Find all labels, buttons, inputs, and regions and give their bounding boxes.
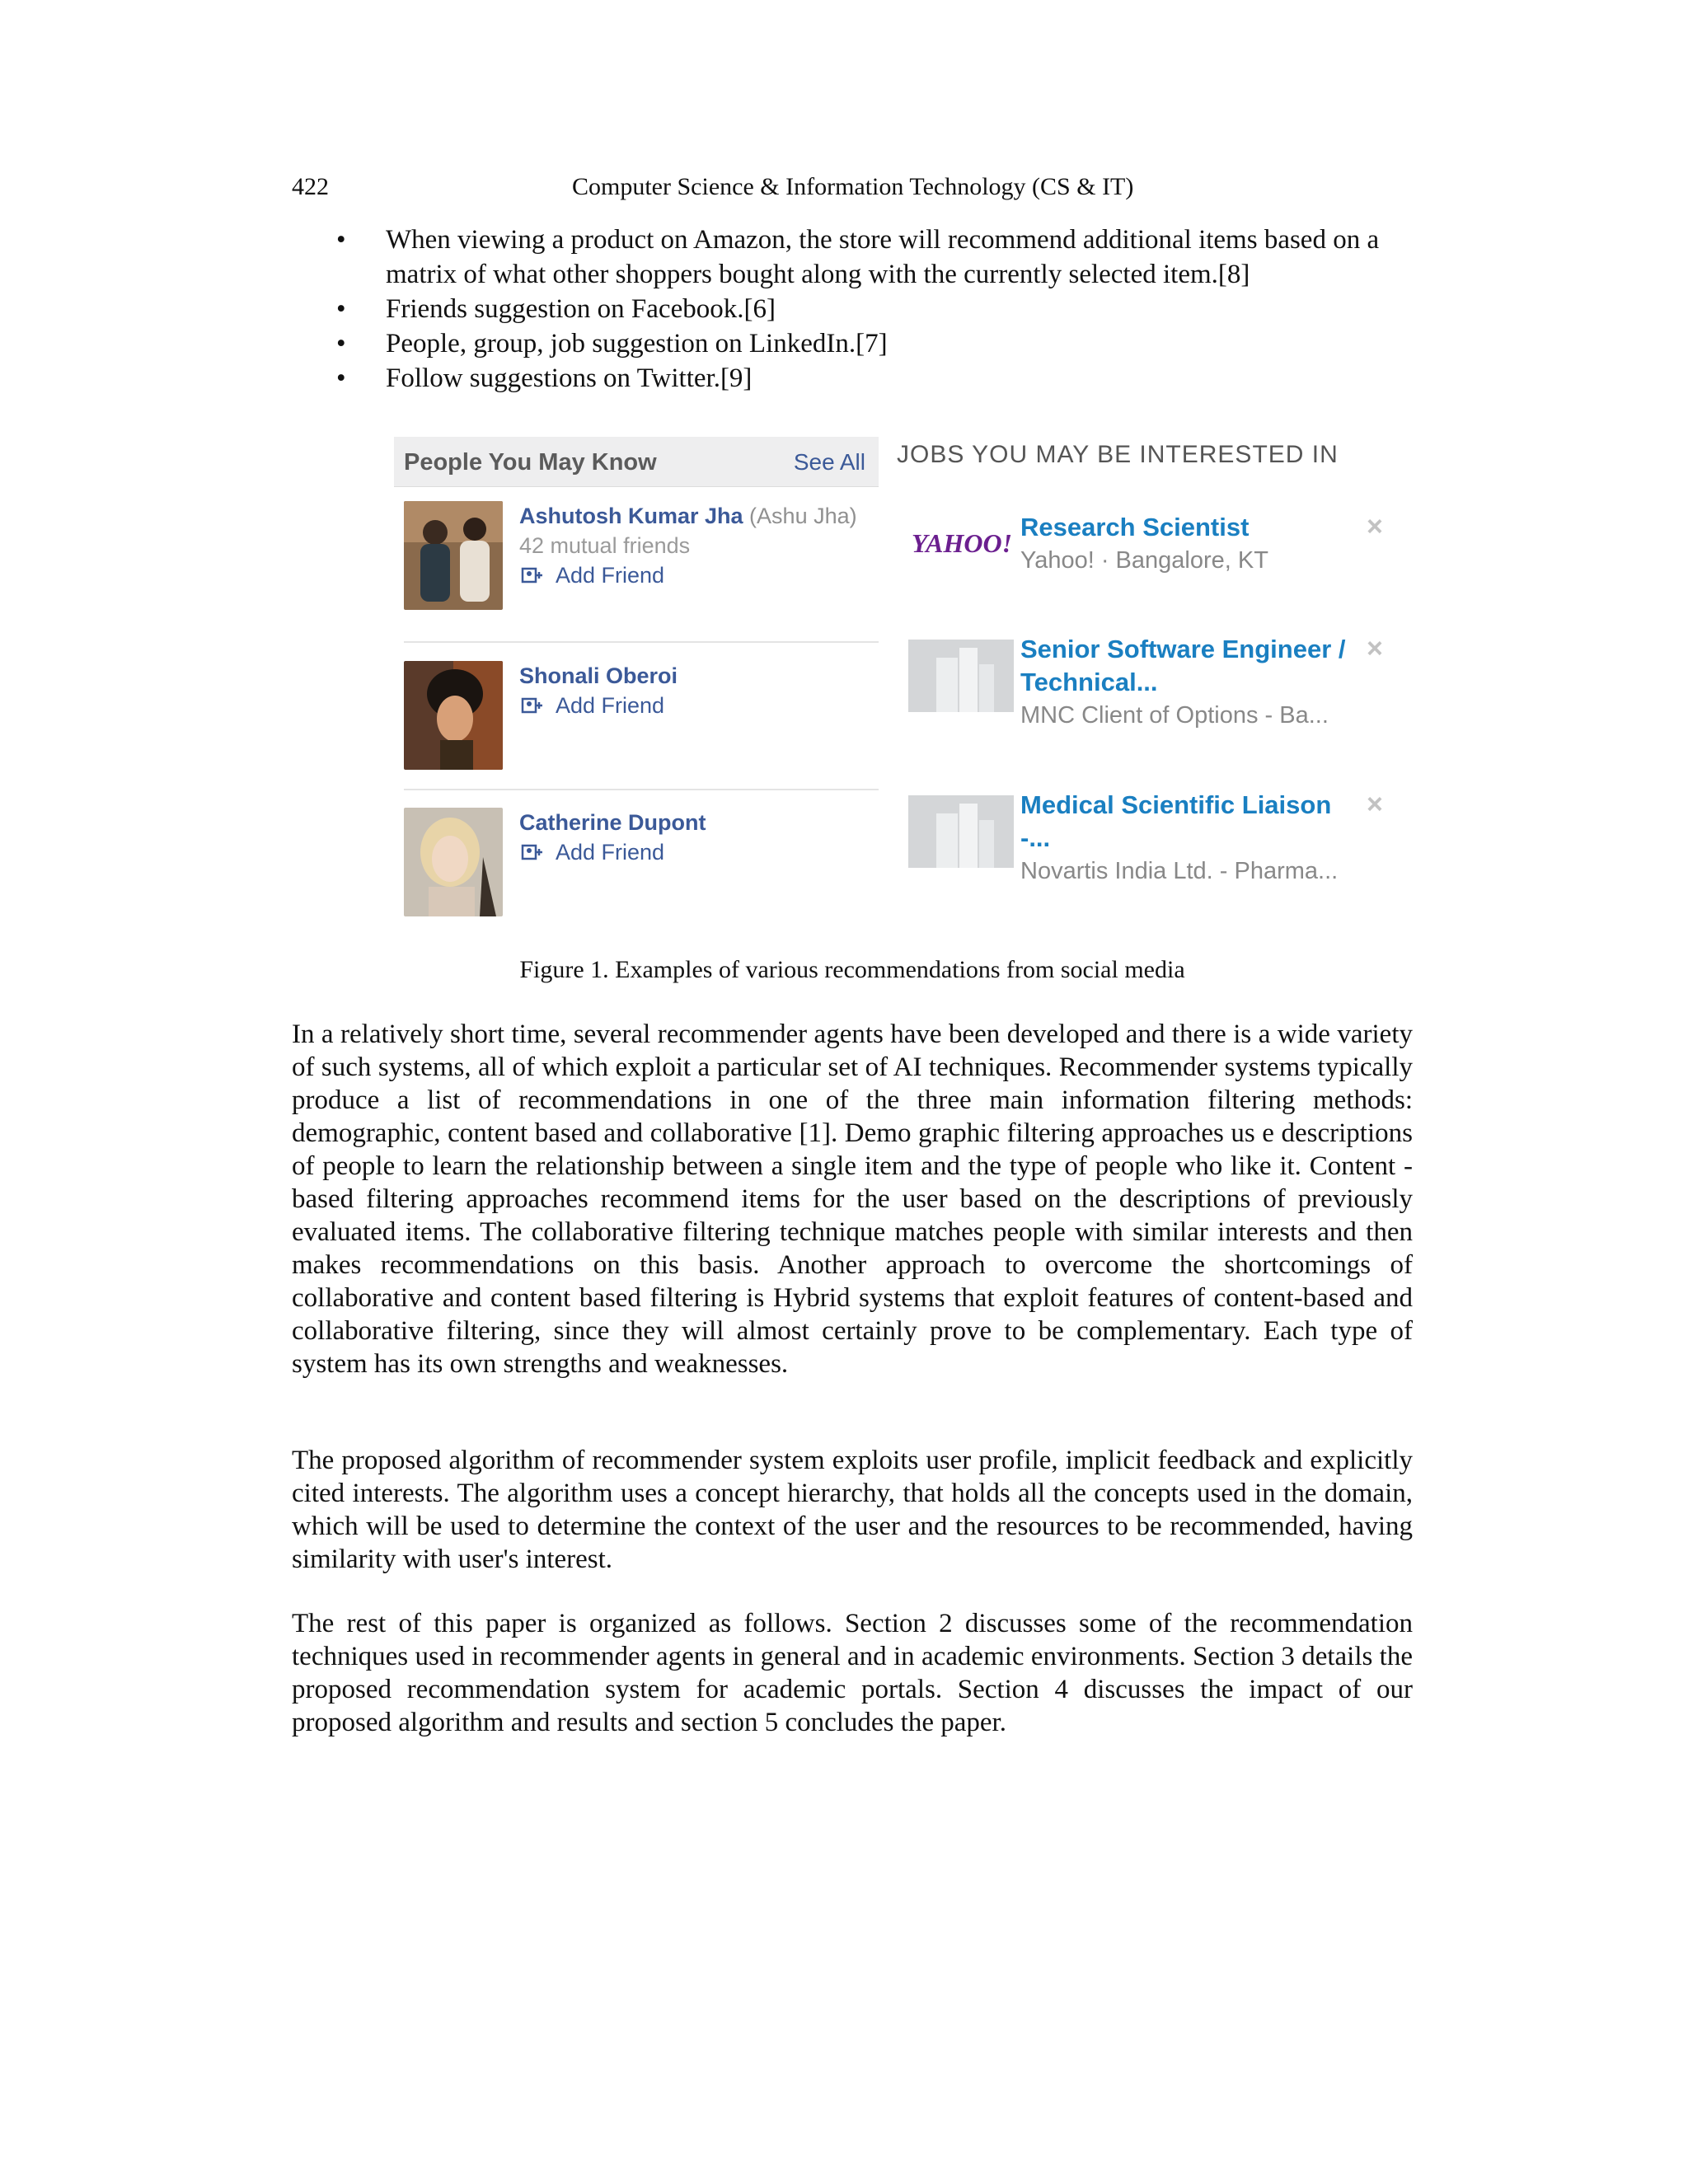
dismiss-job-icon[interactable]: × — [1367, 633, 1383, 664]
add-friend-button[interactable] — [519, 691, 664, 720]
facebook-people-panel — [394, 433, 880, 927]
bullet-item: • When viewing a product on Amazon, the store will recommend additional items based on a matrix of what other shoppers bought along with the currently selected item.[8] — [292, 223, 1413, 292]
body-paragraph: The proposed algorithm of recommender system exploits user profile, implicit feedback and explicitly cited interests. The algorithm uses a concept hierarchy, that holds all the concepts used in the domain, which will be used to determine the context of the user and the resources to be recommended, having similarity with user's interest. — [292, 1446, 1413, 1574]
mutual-friends-count[interactable]: 42 mutual friends — [519, 533, 691, 558]
add-friend-icon — [519, 841, 544, 864]
fb-person-info — [519, 501, 874, 594]
page-number: 422 — [292, 173, 329, 200]
add-friend-label: Add Friend — [556, 693, 665, 718]
jobs-panel-title: JOBS YOU MAY BE INTERESTED IN — [897, 441, 1339, 468]
bullet-dot: • — [336, 363, 346, 393]
svg-text:YAHOO!: YAHOO! — [912, 528, 1013, 558]
add-friend-label: Add Friend — [556, 840, 665, 865]
fb-person-info — [519, 661, 874, 724]
bullet-item: • Follow suggestions on Twitter.[9] — [292, 361, 1413, 396]
company-building-icon — [908, 640, 1014, 712]
add-friend-button[interactable] — [519, 560, 664, 590]
add-friend-button[interactable] — [519, 837, 664, 867]
job-company: Novartis India Ltd. - Pharma... — [1020, 858, 1339, 884]
add-friend-icon — [519, 564, 544, 587]
job-company: Yahoo! · Bangalore, KT — [1020, 547, 1268, 574]
fb-divider — [404, 789, 879, 790]
figure-caption: Figure 1. Examples of various recommendations from social media — [519, 956, 1185, 983]
bullet-list — [292, 223, 1413, 396]
bullet-dot: • — [336, 329, 346, 359]
fb-panel-header — [394, 437, 879, 487]
fb-divider — [404, 641, 879, 643]
person-name-link[interactable]: Ashutosh Kumar Jha — [519, 504, 743, 528]
bullet-dot: • — [336, 294, 346, 324]
company-building-icon — [908, 795, 1014, 868]
journal-title: Computer Science & Information Technology (CS & IT) — [572, 173, 1134, 200]
bullet-dot: • — [336, 225, 346, 255]
fb-panel-title: People You May Know — [404, 449, 657, 476]
fb-person-info — [519, 808, 874, 871]
person-alt-name: (Ashu Jha) — [743, 504, 857, 528]
add-friend-label: Add Friend — [556, 563, 665, 588]
add-friend-icon — [519, 694, 544, 717]
job-title-link[interactable]: Senior Software Engineer / Technical... — [1020, 635, 1346, 696]
job-company: MNC Client of Options - Ba... — [1020, 702, 1329, 729]
profile-photo[interactable] — [404, 501, 503, 610]
dismiss-job-icon[interactable]: × — [1367, 511, 1383, 542]
body-paragraph: The rest of this paper is organized as follows. Section 2 discusses some of the recommendation techniques used in recommender agents in general and in academic environments. Section 3 details the proposed recommendation system for academic portals. Section 4 discusses the impact of our proposed algorithm and results and section 5 concludes the paper. — [292, 1609, 1413, 1737]
dismiss-job-icon[interactable]: × — [1367, 789, 1383, 820]
figure-1 — [394, 433, 1451, 927]
job-title-link[interactable]: Research Scientist — [1020, 513, 1250, 541]
job-title-link[interactable]: Medical Scientific Liaison -... — [1020, 790, 1332, 852]
person-name-link[interactable]: Catherine Dupont — [519, 810, 706, 835]
linkedin-jobs-panel — [897, 433, 1451, 927]
profile-photo[interactable] — [404, 661, 503, 770]
bullet-item: • Friends suggestion on Facebook.[6] — [292, 292, 1413, 326]
running-header — [292, 173, 1413, 206]
yahoo-logo — [908, 518, 1014, 590]
see-all-link[interactable]: See All — [793, 449, 865, 475]
body-paragraph: In a relatively short time, several recommender agents have been developed and there is a wide variety of such systems, all of which exploit a particular set of AI techniques. Recommender systems typically produce a list of recommendations in one of the three main information filtering methods: demographic, content based and collaborative [1]. Demo graphic filtering approaches us e descriptions of people to learn the relationship between a single item and the type of people who like it. Content -based filtering approaches recommend items for the user based on the descriptions of previously evaluated items. The collaborative filtering technique matches people with similar interests and then makes recommendations on this basis. Another approach to overcome the shortcomings of collaborative and content based filtering is Hybrid systems that exploit features of content-based and collaborative filtering, since they will almost certainly prove to be complementary. Each type of system has its own strengths and weaknesses. — [292, 1019, 1413, 1379]
person-name-link[interactable]: Shonali Oberoi — [519, 663, 678, 688]
profile-photo[interactable] — [404, 808, 503, 916]
bullet-item: • People, group, job suggestion on LinkedIn.[7] — [292, 326, 1413, 361]
